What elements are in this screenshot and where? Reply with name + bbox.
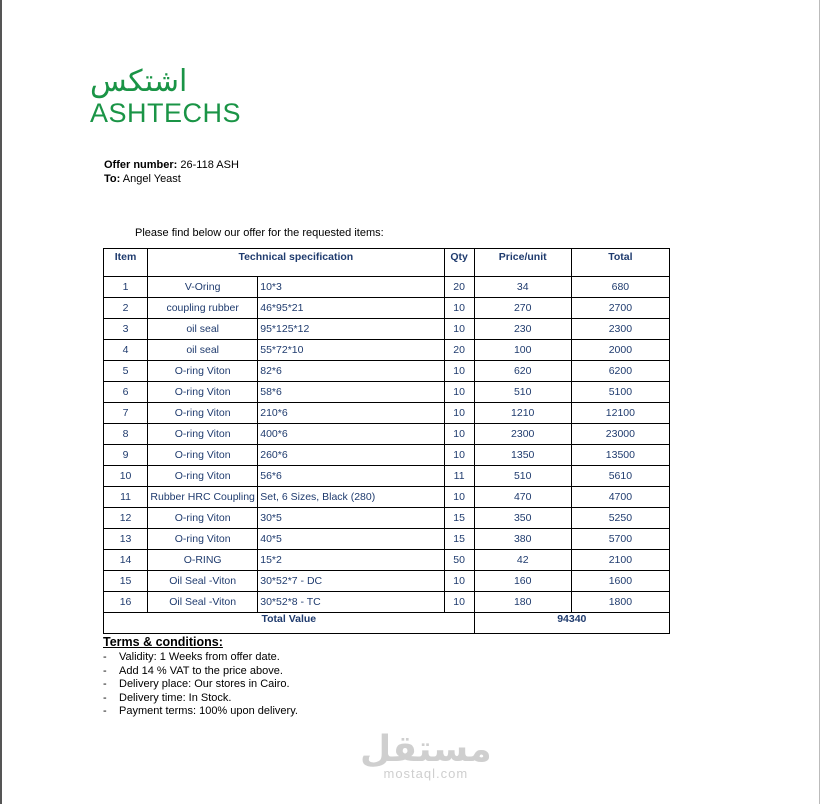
row-name: O-ring Viton [148,382,258,403]
recipient-value: Angel Yeast [122,173,181,185]
row-name: O-ring Viton [148,466,258,487]
header-spec: Technical specification [148,249,445,277]
row-qty: 20 [444,340,474,361]
bullet-dash: - [103,705,107,718]
row-price: 1350 [474,445,571,466]
row-total: 12100 [571,403,669,424]
row-qty: 10 [444,592,474,613]
row-item: 4 [104,340,148,361]
row-spec: 30*5 [258,508,444,529]
row-price: 160 [474,571,571,592]
terms-item-text: Add 14 % VAT to the price above. [119,664,283,677]
terms-item-text: Delivery time: In Stock. [119,691,232,704]
row-total: 1600 [571,571,669,592]
row-total: 4700 [571,487,669,508]
row-name: O-ring Viton [148,445,258,466]
row-qty: 10 [444,298,474,319]
row-price: 100 [474,340,571,361]
row-name: oil seal [148,340,258,361]
row-item: 3 [104,319,148,340]
bullet-dash: - [103,678,107,691]
terms-item [103,665,298,678]
row-price: 2300 [474,424,571,445]
row-price: 380 [474,529,571,550]
row-item: 10 [104,466,148,487]
row-spec: 30*52*7 - DC [258,571,444,592]
row-price: 42 [474,550,571,571]
terms-item [103,705,298,718]
offer-number-value: 26-118 ASH [180,159,239,171]
row-qty: 10 [444,424,474,445]
table-row [104,466,670,487]
row-qty: 10 [444,571,474,592]
row-qty: 20 [444,277,474,298]
row-name: coupling rubber [148,298,258,319]
row-spec: 56*6 [258,466,444,487]
row-item: 16 [104,592,148,613]
header-total: Total [571,249,669,277]
row-spec: 10*3 [258,277,444,298]
row-item: 2 [104,298,148,319]
row-qty: 15 [444,508,474,529]
row-qty: 10 [444,403,474,424]
row-total: 2000 [571,340,669,361]
offer-number-line [104,158,239,172]
header-qty: Qty [444,249,474,277]
recipient-label: To: [104,173,121,185]
bullet-dash: - [103,651,107,664]
row-qty: 10 [444,319,474,340]
watermark-english: mostaql.com [383,766,469,781]
row-total: 2100 [571,550,669,571]
row-price: 270 [474,298,571,319]
watermark [360,730,492,781]
row-total: 5250 [571,508,669,529]
row-price: 1210 [474,403,571,424]
row-name: V-Oring [148,277,258,298]
terms-item [103,692,298,705]
row-name: O-ring Viton [148,508,258,529]
row-qty: 15 [444,529,474,550]
terms-item-text: Payment terms: 100% upon delivery. [119,705,298,718]
logo-english-text: ASHTECHS [90,98,242,128]
bullet-dash: - [103,691,107,704]
row-item: 1 [104,277,148,298]
row-spec: 40*5 [258,529,444,550]
terms-item-text: Delivery place: Our stores in Cairo. [119,678,290,691]
row-item: 11 [104,487,148,508]
row-spec: 95*125*12 [258,319,444,340]
total-row [104,613,670,634]
table-row [104,445,670,466]
table-row [104,298,670,319]
row-total: 1800 [571,592,669,613]
row-total: 6200 [571,361,669,382]
row-name: O-ring Viton [148,361,258,382]
row-name: O-ring Viton [148,529,258,550]
row-name: Oil Seal -Viton [148,592,258,613]
row-price: 620 [474,361,571,382]
row-spec: Set, 6 Sizes, Black (280) [258,487,444,508]
row-item: 8 [104,424,148,445]
row-total: 23000 [571,424,669,445]
table-row [104,424,670,445]
row-name: Oil Seal -Viton [148,571,258,592]
table-row [104,361,670,382]
terms-title: Terms & conditions: [103,635,223,649]
table-row [104,277,670,298]
row-item: 14 [104,550,148,571]
row-item: 15 [104,571,148,592]
row-name: O-ring Viton [148,403,258,424]
row-total: 2300 [571,319,669,340]
header-price: Price/unit [474,249,571,277]
offer-recipient-line [104,172,239,186]
row-spec: 58*6 [258,382,444,403]
row-spec: 30*52*8 - TC [258,592,444,613]
row-item: 12 [104,508,148,529]
bullet-dash: - [103,664,107,677]
row-spec: 260*6 [258,445,444,466]
row-name: O-ring Viton [148,424,258,445]
offer-table [103,248,670,634]
company-logo [90,66,250,128]
row-qty: 11 [444,466,474,487]
row-name: Rubber HRC Coupling [148,487,258,508]
row-spec: 46*95*21 [258,298,444,319]
table-row [104,508,670,529]
row-name: O-RING [148,550,258,571]
intro-text: Please find below our offer for the requested items: [135,227,384,239]
terms-item [103,651,298,664]
row-item: 6 [104,382,148,403]
row-qty: 10 [444,361,474,382]
terms-item-text: Validity: 1 Weeks from offer date. [119,651,280,664]
table-body [104,277,670,613]
row-item: 5 [104,361,148,382]
row-price: 34 [474,277,571,298]
table-header-row [104,249,670,277]
table-row [104,529,670,550]
row-total: 5700 [571,529,669,550]
row-spec: 210*6 [258,403,444,424]
row-qty: 10 [444,445,474,466]
row-price: 350 [474,508,571,529]
table-row [104,340,670,361]
row-spec: 82*6 [258,361,444,382]
terms-section [103,636,298,718]
row-total: 680 [571,277,669,298]
row-qty: 10 [444,382,474,403]
row-price: 180 [474,592,571,613]
row-qty: 50 [444,550,474,571]
total-label: Total Value [104,613,475,634]
table-row [104,319,670,340]
row-spec: 55*72*10 [258,340,444,361]
row-price: 510 [474,382,571,403]
page-left-border [0,0,2,804]
row-total: 5610 [571,466,669,487]
header-item: Item [104,249,148,277]
table-row [104,403,670,424]
row-name: oil seal [148,319,258,340]
row-price: 510 [474,466,571,487]
table-row [104,487,670,508]
logo-arabic-text: اشتكس [90,64,188,99]
table-row [104,571,670,592]
row-price: 470 [474,487,571,508]
table-row [104,382,670,403]
watermark-arabic: مستقل [360,729,492,770]
row-total: 5100 [571,382,669,403]
table-row [104,592,670,613]
row-total: 13500 [571,445,669,466]
terms-list [103,651,298,718]
total-value: 94340 [474,613,669,634]
row-item: 13 [104,529,148,550]
terms-item [103,678,298,691]
offer-meta [104,158,239,186]
row-spec: 400*6 [258,424,444,445]
row-total: 2700 [571,298,669,319]
row-spec: 15*2 [258,550,444,571]
row-item: 7 [104,403,148,424]
row-item: 9 [104,445,148,466]
row-price: 230 [474,319,571,340]
offer-number-label: Offer number: [104,159,178,171]
row-qty: 10 [444,487,474,508]
table-row [104,550,670,571]
